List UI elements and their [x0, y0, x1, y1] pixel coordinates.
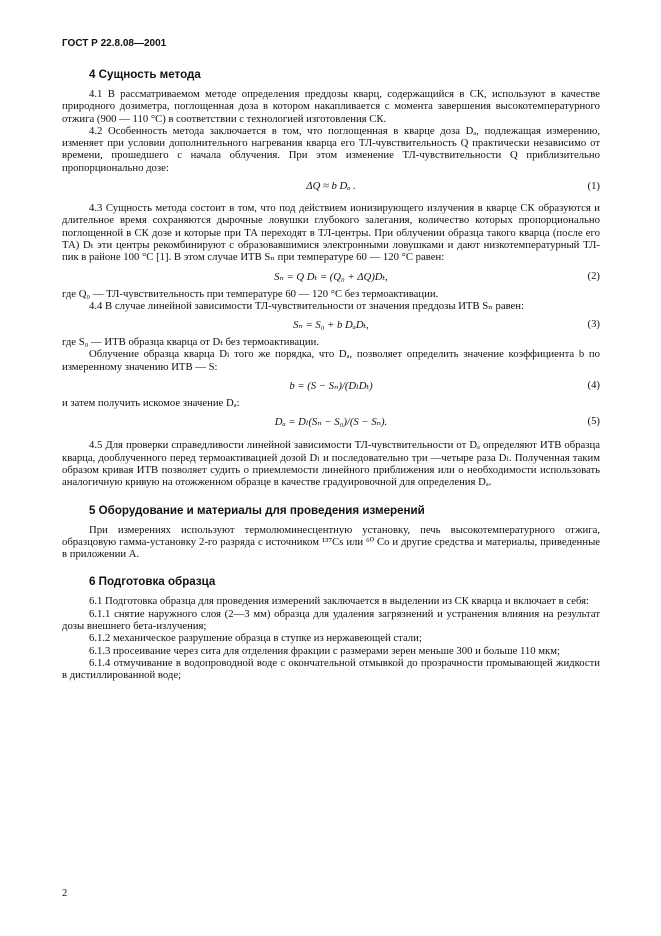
paragraph-4-5: 4.5 Для проверки справедливости линейной зависимости ТЛ-чувствительности от Dₐ определяют ИТВ образца кварца, дооблученного перед термоактивацией дозой Dₗ и последовательно три —четыре раза Dₗ. Полученная таким образом кривая ИТВ позволяет судить о приемлемости линейного приближения или о необходимости использовать аналогичную кривую на отожженном образце в качестве градуировочной для определения Dₐ. — [62, 439, 600, 489]
document-page — [62, 38, 600, 682]
formula-4-number: (4) — [587, 379, 600, 392]
formula-5 — [62, 409, 600, 433]
formula-1-number: (1) — [587, 180, 600, 193]
paragraph-6-1-2: 6.1.2 механическое разрушение образца в ступке из нержавеющей стали; — [89, 632, 422, 645]
formula-4 — [62, 373, 600, 397]
formula-3-number: (3) — [587, 318, 600, 331]
paragraph-6-1-1: 6.1.1 снятие наружного слоя (2—3 мм) образца для удаления загрязнений и устранения влияния на результат дозы внешнего бета-излучения; — [62, 607, 600, 633]
formula-3 — [62, 312, 600, 336]
section-4-title: 4 Сущность метода — [89, 68, 201, 81]
paragraph-6-1-4: 6.1.4 отмучивание в водопроводной воде с окончательной отмывкой до прозрачности промывающей жидкости в дистиллированной воде; — [62, 656, 600, 682]
formula-4-expression: b = (S − Sₙ)/(DₗDₜ) — [289, 380, 373, 393]
page-number: 2 — [62, 888, 68, 899]
paragraph-4-4-cont: Облучение образца кварца Dₗ того же порядка, что Dₐ, позволяет определить значение коэффициента b по измеренному значению ИТВ — S: — [62, 348, 600, 373]
paragraph-6-1-3: 6.1.3 просеивание через сита для отделения фракции с размерами зерен меньше 300 и больше 110 мкм; — [89, 644, 560, 657]
document-header: ГОСТ Р 22.8.08—2001 — [62, 38, 167, 49]
section-5-title: 5 Оборудование и материалы для проведения измерений — [89, 503, 425, 517]
formula-3-expression: Sₙ = S₀ + b DₐDₜ, — [293, 319, 369, 332]
paragraph-4-4-then: и затем получить искомое значение Dₐ: — [62, 397, 240, 410]
formula-5-number: (5) — [587, 415, 600, 428]
paragraph-4-1: 4.1 В рассматриваемом методе определения преддозы кварц, содержащийся в СК, используют в качестве природного дозиметра, поглощенная доза в котором накапливается с момента завершения высокотемпературного отжига (900 — 110 °С) в соответствии с технологией изготовления СК. — [62, 88, 600, 125]
section-6-title: 6 Подготовка образца — [89, 575, 216, 589]
paragraph-5: При измерениях используют термолюминесцентную установку, печь высокотемпературного отжига, образцовую гамма-установку 2-го разряда с источником ¹³⁷Cs или ⁶⁰ Co и другие средства и материалы, приведенные в приложении А. — [62, 523, 600, 561]
paragraph-6-1: 6.1 Подготовка образца для проведения измерений заключается в выделении из СК кварца и включает в себя: — [89, 595, 590, 608]
formula-2-number: (2) — [587, 269, 600, 282]
formula-2 — [62, 264, 600, 288]
paragraph-4-3-note: где Q₀ — ТЛ-чувствительность при температуре 60 — 120 °С без термоактивации. — [62, 287, 439, 300]
formula-2-expression: Sₙ = Q Dₜ = (Q₀ + ΔQ)Dₜ, — [274, 270, 388, 283]
paragraph-4-3: 4.3 Сущность метода состоит в том, что под действием ионизирующего излучения в кварце СК образуются и длительное время сохраняются дырочные ловушки глубокого залегания, количество которых пропорционально поглощенной в СК дозе и которые при ТА переходят в ТЛ-центры. При облучении образца такого кварца (после его ТА) Dₜ эти центры рекомбинируют с образовавшимися электронными ловушками и дают низкотемпературный ТЛ-пик в районе 100 °С [1]. В этом случае ИТВ Sₙ при температуре 60 — 120 °С равен: — [62, 202, 600, 264]
paragraph-4-2: 4.2 Особенность метода заключается в том, что поглощенная в кварце доза Dₐ, подлежащая измерению, изменяет при условии дополнительного нагревания кварца его ТЛ-чувствительность Q практически независимо от времени, прошедшего с начала облучения. При этом изменение ТЛ-чувствительности Q приблизительно пропорционально дозе: — [62, 124, 600, 174]
paragraph-4-4-note: где S₀ — ИТВ образца кварца от Dₜ без термоактивации. — [62, 336, 319, 349]
paragraph-4-4: 4.4 В случае линейной зависимости ТЛ-чувствительности от значения преддозы ИТВ Sₙ равен: — [89, 299, 524, 312]
formula-1-expression: ΔQ ≈ b Dₐ . — [306, 180, 356, 193]
formula-1 — [62, 174, 600, 198]
formula-5-expression: Dₐ = Dₗ(Sₙ − S₀)/(S − Sₙ). — [274, 416, 388, 429]
